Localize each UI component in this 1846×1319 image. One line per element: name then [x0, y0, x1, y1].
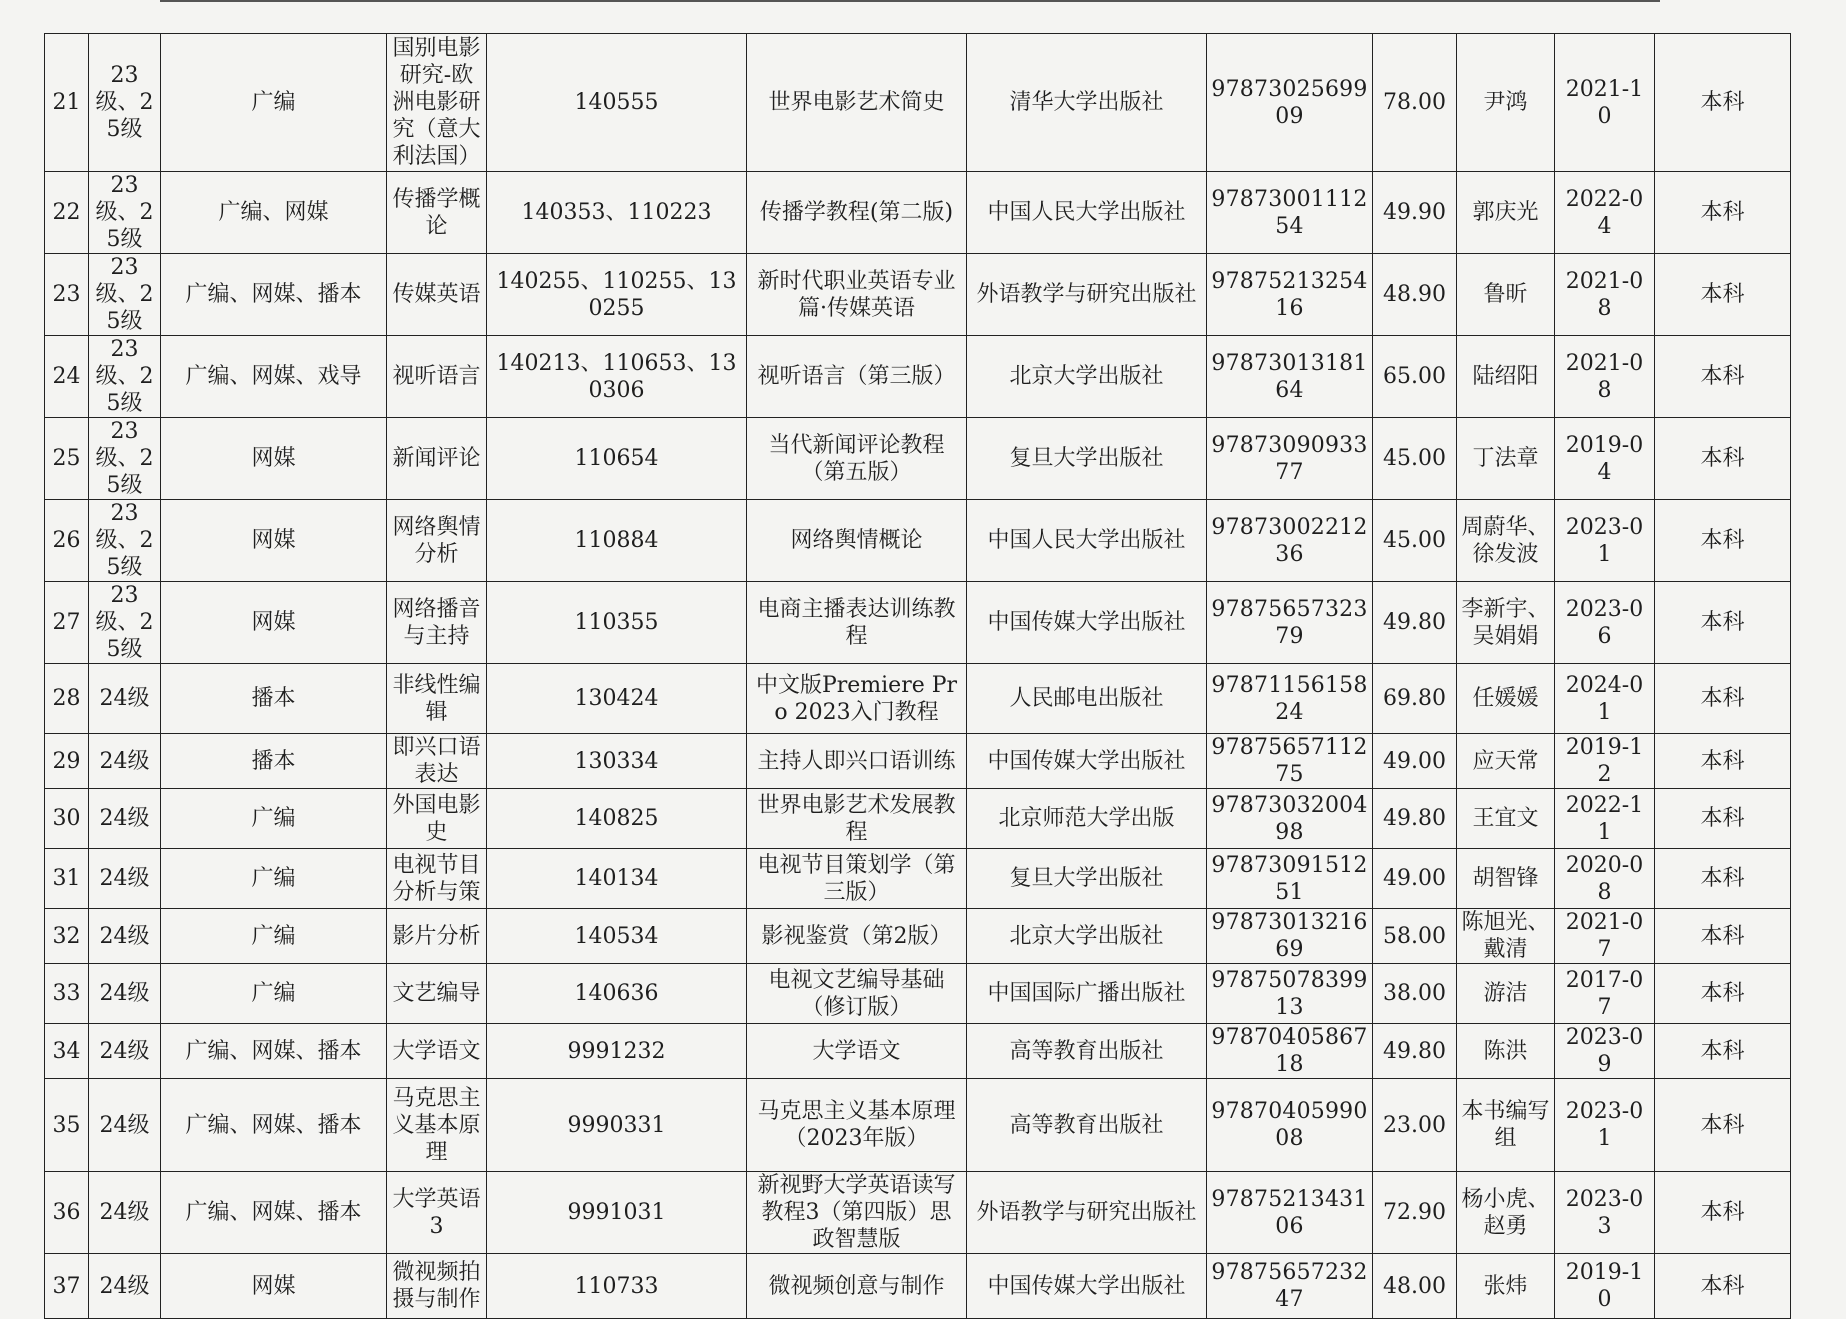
table-row [45, 1254, 1791, 1319]
publisher-cell: 清华大学出版社 [967, 34, 1207, 172]
publish-date-cell: 2021-07 [1555, 909, 1655, 964]
row-number-cell: 30 [45, 789, 89, 849]
major-cell: 播本 [161, 664, 387, 734]
publish-date-cell: 2022-11 [1555, 789, 1655, 849]
textbook-title-cell: 影视鉴赏（第2版） [747, 909, 967, 964]
textbook-table [44, 33, 1791, 1319]
isbn-cell: 9787507839913 [1207, 964, 1373, 1024]
table-row [45, 34, 1791, 172]
textbook-title-cell: 电视节目策划学（第三版） [747, 849, 967, 909]
table-row [45, 789, 1791, 849]
row-number-cell: 22 [45, 172, 89, 254]
course-name-cell: 外国电影史 [387, 789, 487, 849]
table-row [45, 664, 1791, 734]
major-cell: 广编 [161, 34, 387, 172]
course-name-cell: 文艺编导 [387, 964, 487, 1024]
table-row [45, 1079, 1791, 1172]
course-code-cell: 130424 [487, 664, 747, 734]
publish-date-cell: 2021-08 [1555, 336, 1655, 418]
row-number-cell: 23 [45, 254, 89, 336]
grade-cell: 24级 [89, 1254, 161, 1319]
price-cell: 78.00 [1373, 34, 1457, 172]
isbn-cell: 9787309093377 [1207, 418, 1373, 500]
course-code-cell: 130334 [487, 734, 747, 789]
price-cell: 48.90 [1373, 254, 1457, 336]
table-row [45, 1172, 1791, 1254]
course-name-cell: 传播学概论 [387, 172, 487, 254]
row-number-cell: 29 [45, 734, 89, 789]
course-code-cell: 140825 [487, 789, 747, 849]
price-cell: 45.00 [1373, 418, 1457, 500]
row-number-cell: 28 [45, 664, 89, 734]
course-code-cell: 140353、110223 [487, 172, 747, 254]
level-cell: 本科 [1655, 582, 1791, 664]
textbook-title-cell: 网络舆情概论 [747, 500, 967, 582]
major-cell: 网媒 [161, 500, 387, 582]
course-name-cell: 网络舆情分析 [387, 500, 487, 582]
publisher-cell: 北京大学出版社 [967, 909, 1207, 964]
publish-date-cell: 2022-04 [1555, 172, 1655, 254]
textbook-title-cell: 视听语言（第三版） [747, 336, 967, 418]
course-name-cell: 微视频拍摄与制作 [387, 1254, 487, 1319]
isbn-cell: 9787521325416 [1207, 254, 1373, 336]
major-cell: 网媒 [161, 582, 387, 664]
isbn-cell: 9787565711275 [1207, 734, 1373, 789]
level-cell: 本科 [1655, 734, 1791, 789]
level-cell: 本科 [1655, 500, 1791, 582]
publisher-cell: 中国传媒大学出版社 [967, 582, 1207, 664]
publisher-cell: 外语教学与研究出版社 [967, 254, 1207, 336]
table-row [45, 849, 1791, 909]
author-cell: 陆绍阳 [1457, 336, 1555, 418]
major-cell: 广编 [161, 849, 387, 909]
course-name-cell: 马克思主义基本原理 [387, 1079, 487, 1172]
isbn-cell: 9787303200498 [1207, 789, 1373, 849]
author-cell: 游洁 [1457, 964, 1555, 1024]
price-cell: 49.00 [1373, 849, 1457, 909]
publisher-cell: 北京大学出版社 [967, 336, 1207, 418]
course-code-cell: 140636 [487, 964, 747, 1024]
course-name-cell: 电视节目分析与策 [387, 849, 487, 909]
level-cell: 本科 [1655, 254, 1791, 336]
publisher-cell: 中国国际广播出版社 [967, 964, 1207, 1024]
author-cell: 任媛媛 [1457, 664, 1555, 734]
publish-date-cell: 2019-12 [1555, 734, 1655, 789]
major-cell: 广编、网媒、播本 [161, 1172, 387, 1254]
author-cell: 郭庆光 [1457, 172, 1555, 254]
table-row [45, 909, 1791, 964]
row-number-cell: 24 [45, 336, 89, 418]
textbook-title-cell: 世界电影艺术简史 [747, 34, 967, 172]
course-name-cell: 即兴口语表达 [387, 734, 487, 789]
table-row [45, 172, 1791, 254]
level-cell: 本科 [1655, 849, 1791, 909]
grade-cell: 24级 [89, 1172, 161, 1254]
author-cell: 张炜 [1457, 1254, 1555, 1319]
publisher-cell: 中国传媒大学出版社 [967, 1254, 1207, 1319]
publisher-cell: 中国人民大学出版社 [967, 500, 1207, 582]
table-body [45, 34, 1791, 1319]
publish-date-cell: 2023-09 [1555, 1024, 1655, 1079]
major-cell: 广编 [161, 964, 387, 1024]
course-code-cell: 110884 [487, 500, 747, 582]
course-name-cell: 网络播音与主持 [387, 582, 487, 664]
isbn-cell: 9787302569909 [1207, 34, 1373, 172]
textbook-title-cell: 主持人即兴口语训练 [747, 734, 967, 789]
table-row [45, 964, 1791, 1024]
publish-date-cell: 2023-01 [1555, 500, 1655, 582]
grade-cell: 23级、25级 [89, 500, 161, 582]
publisher-cell: 北京师范大学出版 [967, 789, 1207, 849]
author-cell: 鲁昕 [1457, 254, 1555, 336]
publish-date-cell: 2023-01 [1555, 1079, 1655, 1172]
major-cell: 广编、网媒、戏导 [161, 336, 387, 418]
isbn-cell: 9787040586718 [1207, 1024, 1373, 1079]
textbook-title-cell: 新视野大学英语读写教程3（第四版）思政智慧版 [747, 1172, 967, 1254]
price-cell: 48.00 [1373, 1254, 1457, 1319]
publisher-cell: 复旦大学出版社 [967, 849, 1207, 909]
grade-cell: 24级 [89, 964, 161, 1024]
level-cell: 本科 [1655, 1079, 1791, 1172]
author-cell: 王宜文 [1457, 789, 1555, 849]
author-cell: 陈洪 [1457, 1024, 1555, 1079]
price-cell: 65.00 [1373, 336, 1457, 418]
grade-cell: 23级、25级 [89, 336, 161, 418]
row-number-cell: 27 [45, 582, 89, 664]
grade-cell: 24级 [89, 1024, 161, 1079]
level-cell: 本科 [1655, 418, 1791, 500]
publish-date-cell: 2021-08 [1555, 254, 1655, 336]
course-code-cell: 9991232 [487, 1024, 747, 1079]
publish-date-cell: 2017-07 [1555, 964, 1655, 1024]
publisher-cell: 中国传媒大学出版社 [967, 734, 1207, 789]
publisher-cell: 外语教学与研究出版社 [967, 1172, 1207, 1254]
course-name-cell: 新闻评论 [387, 418, 487, 500]
row-number-cell: 33 [45, 964, 89, 1024]
course-code-cell: 140555 [487, 34, 747, 172]
major-cell: 广编 [161, 789, 387, 849]
grade-cell: 23级、25级 [89, 172, 161, 254]
grade-cell: 23级、25级 [89, 34, 161, 172]
price-cell: 49.90 [1373, 172, 1457, 254]
textbook-title-cell: 微视频创意与制作 [747, 1254, 967, 1319]
row-number-cell: 35 [45, 1079, 89, 1172]
author-cell: 李新宇、吴娟娟 [1457, 582, 1555, 664]
grade-cell: 24级 [89, 849, 161, 909]
level-cell: 本科 [1655, 34, 1791, 172]
publish-date-cell: 2023-03 [1555, 1172, 1655, 1254]
course-name-cell: 视听语言 [387, 336, 487, 418]
textbook-title-cell: 新时代职业英语专业篇·传媒英语 [747, 254, 967, 336]
author-cell: 应天常 [1457, 734, 1555, 789]
table-row [45, 1024, 1791, 1079]
row-number-cell: 34 [45, 1024, 89, 1079]
isbn-cell: 9787300221236 [1207, 500, 1373, 582]
author-cell: 陈旭光、戴清 [1457, 909, 1555, 964]
major-cell: 网媒 [161, 418, 387, 500]
table-row [45, 418, 1791, 500]
isbn-cell: 9787521343106 [1207, 1172, 1373, 1254]
textbook-title-cell: 电视文艺编导基础（修订版） [747, 964, 967, 1024]
table-row [45, 254, 1791, 336]
level-cell: 本科 [1655, 336, 1791, 418]
course-name-cell: 影片分析 [387, 909, 487, 964]
major-cell: 广编、网媒、播本 [161, 254, 387, 336]
publisher-cell: 人民邮电出版社 [967, 664, 1207, 734]
author-cell: 杨小虎、赵勇 [1457, 1172, 1555, 1254]
author-cell: 尹鸿 [1457, 34, 1555, 172]
row-number-cell: 25 [45, 418, 89, 500]
publisher-cell: 高等教育出版社 [967, 1079, 1207, 1172]
course-name-cell: 传媒英语 [387, 254, 487, 336]
isbn-cell: 9787301321669 [1207, 909, 1373, 964]
major-cell: 播本 [161, 734, 387, 789]
table-row [45, 582, 1791, 664]
course-code-cell: 9991031 [487, 1172, 747, 1254]
textbook-title-cell: 当代新闻评论教程（第五版） [747, 418, 967, 500]
level-cell: 本科 [1655, 1024, 1791, 1079]
level-cell: 本科 [1655, 1254, 1791, 1319]
isbn-cell: 9787300111254 [1207, 172, 1373, 254]
price-cell: 58.00 [1373, 909, 1457, 964]
price-cell: 49.80 [1373, 1024, 1457, 1079]
level-cell: 本科 [1655, 664, 1791, 734]
price-cell: 23.00 [1373, 1079, 1457, 1172]
publish-date-cell: 2019-04 [1555, 418, 1655, 500]
course-code-cell: 140134 [487, 849, 747, 909]
row-number-cell: 37 [45, 1254, 89, 1319]
isbn-cell: 9787115615824 [1207, 664, 1373, 734]
course-code-cell: 140213、110653、130306 [487, 336, 747, 418]
level-cell: 本科 [1655, 909, 1791, 964]
isbn-cell: 9787565723247 [1207, 1254, 1373, 1319]
isbn-cell: 9787301318164 [1207, 336, 1373, 418]
publish-date-cell: 2021-10 [1555, 34, 1655, 172]
course-name-cell: 大学语文 [387, 1024, 487, 1079]
grade-cell: 24级 [89, 664, 161, 734]
course-code-cell: 140534 [487, 909, 747, 964]
publish-date-cell: 2024-01 [1555, 664, 1655, 734]
course-name-cell: 国别电影研究-欧洲电影研究（意大利法国） [387, 34, 487, 172]
course-code-cell: 140255、110255、130255 [487, 254, 747, 336]
price-cell: 49.80 [1373, 789, 1457, 849]
publish-date-cell: 2020-08 [1555, 849, 1655, 909]
publisher-cell: 复旦大学出版社 [967, 418, 1207, 500]
publisher-cell: 中国人民大学出版社 [967, 172, 1207, 254]
major-cell: 广编、网媒、播本 [161, 1024, 387, 1079]
page-top-edge [160, 0, 1660, 2]
table-row [45, 500, 1791, 582]
level-cell: 本科 [1655, 789, 1791, 849]
row-number-cell: 21 [45, 34, 89, 172]
price-cell: 38.00 [1373, 964, 1457, 1024]
level-cell: 本科 [1655, 1172, 1791, 1254]
level-cell: 本科 [1655, 964, 1791, 1024]
price-cell: 49.00 [1373, 734, 1457, 789]
grade-cell: 24级 [89, 789, 161, 849]
row-number-cell: 32 [45, 909, 89, 964]
author-cell: 胡智锋 [1457, 849, 1555, 909]
row-number-cell: 31 [45, 849, 89, 909]
grade-cell: 23级、25级 [89, 418, 161, 500]
grade-cell: 24级 [89, 734, 161, 789]
author-cell: 周蔚华、徐发波 [1457, 500, 1555, 582]
publish-date-cell: 2019-10 [1555, 1254, 1655, 1319]
major-cell: 广编、网媒、播本 [161, 1079, 387, 1172]
isbn-cell: 9787565732379 [1207, 582, 1373, 664]
major-cell: 广编、网媒 [161, 172, 387, 254]
publisher-cell: 高等教育出版社 [967, 1024, 1207, 1079]
isbn-cell: 9787309151251 [1207, 849, 1373, 909]
row-number-cell: 26 [45, 500, 89, 582]
table-row [45, 734, 1791, 789]
course-name-cell: 大学英语3 [387, 1172, 487, 1254]
price-cell: 49.80 [1373, 582, 1457, 664]
table-row [45, 336, 1791, 418]
major-cell: 网媒 [161, 1254, 387, 1319]
grade-cell: 24级 [89, 909, 161, 964]
textbook-list-sheet [44, 33, 1790, 1319]
price-cell: 72.90 [1373, 1172, 1457, 1254]
textbook-title-cell: 世界电影艺术发展教程 [747, 789, 967, 849]
course-name-cell: 非线性编辑 [387, 664, 487, 734]
author-cell: 丁法章 [1457, 418, 1555, 500]
course-code-cell: 110654 [487, 418, 747, 500]
textbook-title-cell: 马克思主义基本原理（2023年版） [747, 1079, 967, 1172]
major-cell: 广编 [161, 909, 387, 964]
level-cell: 本科 [1655, 172, 1791, 254]
course-code-cell: 110733 [487, 1254, 747, 1319]
row-number-cell: 36 [45, 1172, 89, 1254]
textbook-title-cell: 传播学教程(第二版) [747, 172, 967, 254]
course-code-cell: 9990331 [487, 1079, 747, 1172]
author-cell: 本书编写组 [1457, 1079, 1555, 1172]
grade-cell: 23级、25级 [89, 582, 161, 664]
grade-cell: 24级 [89, 1079, 161, 1172]
textbook-title-cell: 电商主播表达训练教程 [747, 582, 967, 664]
price-cell: 45.00 [1373, 500, 1457, 582]
grade-cell: 23级、25级 [89, 254, 161, 336]
isbn-cell: 9787040599008 [1207, 1079, 1373, 1172]
textbook-title-cell: 大学语文 [747, 1024, 967, 1079]
textbook-title-cell: 中文版Premiere Pro 2023入门教程 [747, 664, 967, 734]
publish-date-cell: 2023-06 [1555, 582, 1655, 664]
price-cell: 69.80 [1373, 664, 1457, 734]
course-code-cell: 110355 [487, 582, 747, 664]
